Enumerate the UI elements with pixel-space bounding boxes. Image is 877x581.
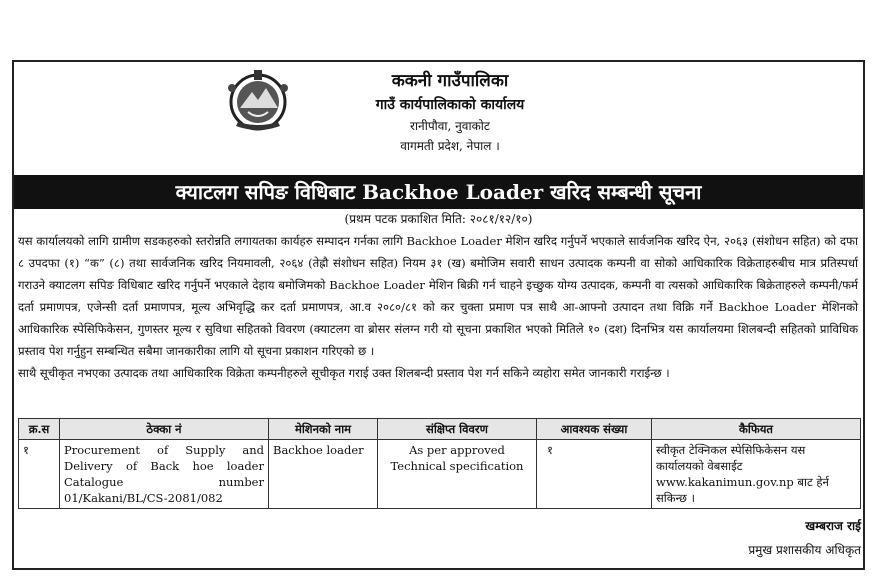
col-header-sn: क्र.स xyxy=(19,419,60,440)
municipality-name: ककनी गाउँपालिका xyxy=(391,71,509,91)
cell-description: As per approved Technical specification xyxy=(378,440,537,509)
cell-remarks: स्वीकृत टेक्निकल स्पेसिफिकेसन यस कार्यालयको वेबसाईट www.kakanimun.gov.np बाट हेर्न सकिन्छ । xyxy=(652,440,861,509)
cell-quantity: १ xyxy=(537,440,652,509)
published-date: (प्रथम पटक प्रकाशित मिति: २०८१/१२/१०) xyxy=(344,212,533,226)
notice-title: क्याटलग सपिङ विधिबाट Backhoe Loader खरिद सम्बन्धी सूचना xyxy=(14,175,863,209)
notice-paragraph-1: यस कार्यालयको लागि ग्रामीण सडकहरुको स्तरोन्नति लगायतका कार्यहरु सम्पादन गर्नका लागि Backhoe Loader मेशिन खरिद गर्नुपर्ने भएकाले सार्वजनिक खरिद ऐन, २०६३ (संशोधन सहित) को दफा ८ उपदफा (१) “क” (८) तथा सार्वजनिक खरिद नियमावली, २०६४ (तेह्रौ संशोधन सहित) नियम ३१ (ख) बमोजिम सवारी साधन उत्पादक कम्पनी वा सोको आधिकारिक विक्रेताहरुबीच मात्र प्रतिस्पर्धा गराउने क्याटलग सपिङ विधिबाट खरिद गर्नुपर्ने भएकाले देहाय बमोजिमको Backhoe Loader मेशिन बिक्री गर्न चाहने इच्छुक योग्य उत्पादक, कम्पनी वा त्यसको आधिकारिक बिक्रेताहरुले कम्पनी/फर्म दर्ता प्रमाणपत्र, एजेन्सी दर्ता प्रमाणपत्र, मूल्य अभिवृद्धि कर दर्ता प्रमाणपत्र, आ.व २०८०/८१ को कर चुक्ता प्रमाण पत्र साथै आ-आफ्नो उत्पादन तथा विक्रि गर्ने Backhoe Loader मेशिनको आधिकारिक स्पेसिफिकेसन, गुणस्तर मूल्य र सुविधा सहितको विवरण (क्याटलग वा ब्रोसर संलग्न गरी यो सूचना प्रकाशित भएको मितिले १० (दश) दिनभित्र यस कार्यालयमा शिलबन्दी सहितको प्राविधिक प्रस्ताव पेश गर्नुहुन सम्बन्धित सबैमा जानकारीका लागि यो सूचना प्रकाशन गरिएको छ । xyxy=(18,234,858,358)
table-header-row xyxy=(19,419,861,440)
col-header-contract: ठेक्का नं xyxy=(60,419,269,440)
col-header-remarks: कैफियत xyxy=(652,419,861,440)
table-row xyxy=(19,440,861,509)
office-header xyxy=(320,70,580,156)
office-province: वागमती प्रदेश, नेपाल । xyxy=(400,139,500,153)
cell-contract: Procurement of Supply and Delivery of Back hoe loader Catalogue number 01/Kakani/BL/CS-2081/082 xyxy=(60,440,269,509)
notice-paragraph-2: साथै सूचीकृत नभएका उत्पादक तथा आधिकारिक विक्रेता कम्पनीहरुले सूचीकृत गराई उक्त शिलबन्दी प्रस्ताव पेश गर्न सकिने व्यहोरा समेत जानकारी गराईन्छ । xyxy=(18,366,670,380)
procurement-table xyxy=(18,418,861,509)
office-address: रानीपौवा, नुवाकोट xyxy=(410,119,490,133)
cell-machine: Backhoe loader xyxy=(269,440,378,509)
notice-body xyxy=(18,230,858,384)
office-name: गाउँ कार्यपालिकाको कार्यालय xyxy=(375,97,525,113)
col-header-machine: मेशिनको नाम xyxy=(269,419,378,440)
signatory-name: खम्बराज राई xyxy=(805,519,861,533)
nepal-government-emblem-icon xyxy=(218,68,298,132)
cell-sn: १ xyxy=(19,440,60,509)
col-header-description: संक्षिप्त विवरण xyxy=(378,419,537,440)
signatory-designation: प्रमुख प्रशासकीय अधिकृत xyxy=(748,543,861,557)
col-header-quantity: आवश्यक संख्या xyxy=(537,419,652,440)
